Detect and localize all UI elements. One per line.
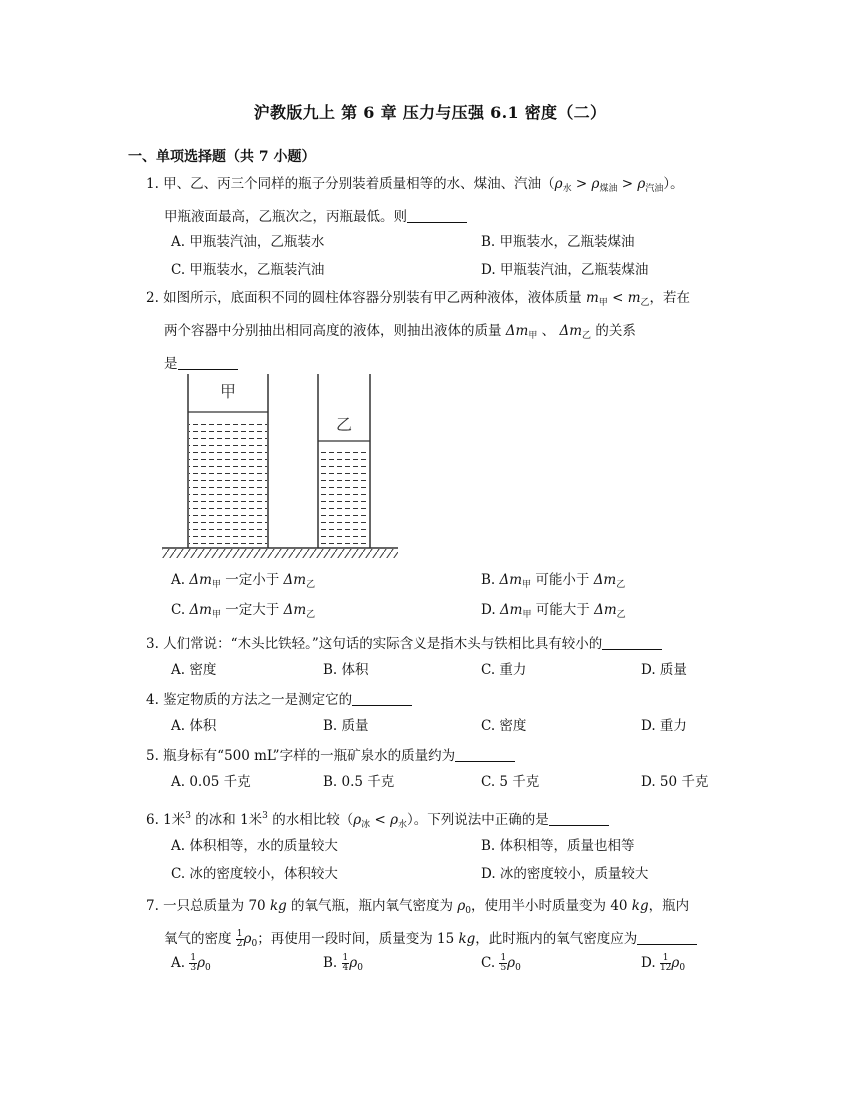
q7-option-b: B. $\frac{1}{4}$ $\rho_0$ [323,953,363,973]
answer-blank [178,355,238,370]
q6-option-a: A. 体积相等，水的质量较大 [171,838,338,854]
q6-option-d: D. 冰的密度较小，质量较大 [481,866,649,882]
q5-option-c: C. 5 千克 [481,774,540,790]
label-jia: 甲 [219,382,237,401]
answer-blank [602,635,662,650]
q3-option-b: B. 体积 [323,662,369,678]
answer-blank [549,811,609,826]
q1-option-a: A. 甲瓶装汽油，乙瓶装水 [171,234,325,250]
question-6: 6. 1米$^3$ 的冰和 1米$^3$ 的水相比较$(\rho_冰 < \rho_水)$。下列说法中正确的是 [146,802,736,839]
question-1-line-1: 1. 甲、乙、丙三个同样的瓶子分别装着质量相等的水、煤油、汽油$(\rho_水 > \rho_{煤油} > \rho_{汽油})$。 [146,176,684,194]
page-title: 沪教版九上 第 6 章 压力与压强 6.1 密度（二） [253,103,607,122]
ground-hatching [162,548,398,558]
q4-option-c: C. 密度 [481,718,527,734]
q6-option-c: C. 冰的密度较小，体积较大 [171,866,338,882]
q5-option-d: D. 50 千克 [641,774,709,790]
question-7: 7. 一只总质量为 70 kg 的氧气瓶，瓶内氧气密度为 $\rho_0$，使用半小时质量变为 40 kg，瓶内 氧气的密度 $\frac{1}{2}$ $\rho_0$；再使用一段时间，质量变为 15 kg，此时瓶内的氧气密度应为 [146,892,736,958]
question-1 [146,170,736,231]
question-2-line-1: 2. 如图所示，底面积不同的圆柱体容器分别装有甲乙两种液体，液体质量 $m_甲 < m_乙$，若在 [146,290,691,308]
q2-option-c: C. $\Delta m_甲$ 一定大于 $\Delta m_乙$ [171,602,316,620]
q2-option-a: A. $\Delta m_甲$ 一定小于 $\Delta m_乙$ [171,572,316,590]
q4-option-b: B. 质量 [323,718,369,734]
q3-option-d: D. 质量 [641,662,687,678]
container-yi [318,374,370,548]
question-2-line-2: 两个容器中分别抽出相同高度的液体，则抽出液体的质量 $\Delta m_甲$ 、 $\Delta m_乙$ 的关系 [164,323,636,341]
q1-option-d: D. 甲瓶装汽油，乙瓶装煤油 [481,262,649,278]
two-containers-figure [160,372,400,564]
q6-option-b: B. 体积相等，质量也相等 [481,838,635,854]
question-1-line-2: 甲瓶液面最高，乙瓶次之，丙瓶最低。则 [146,203,736,231]
q7-option-a: A. $\frac{1}{3}$ $\rho_0$ [171,953,211,973]
question-2-line-3: 是 [146,350,736,378]
q5-option-a: A. 0.05 千克 [171,774,251,790]
q1-option-c: C. 甲瓶装水，乙瓶装汽油 [171,262,325,278]
q3-option-a: A. 密度 [171,662,217,678]
q7-option-d: D. $\frac{1}{12}$ $\rho_0$ [641,953,686,973]
q3-option-c: C. 重力 [481,662,527,678]
label-yi: 乙 [335,415,353,434]
answer-blank [455,747,515,762]
question-2 [146,284,736,378]
answer-blank [407,208,467,223]
q7-option-c: C. $\frac{1}{5}$ $\rho_0$ [481,953,521,973]
question-3: 3. 人们常说：“木头比铁轻。”这句话的实际含义是指木头与铁相比具有较小的 [146,630,736,658]
q2-option-b: B. $\Delta m_甲$ 可能小于 $\Delta m_乙$ [481,572,626,590]
question-5: 5. 瓶身标有“500 mL”字样的一瓶矿泉水的质量约为 [146,742,736,770]
q4-option-d: D. 重力 [641,718,687,734]
q5-option-b: B. 0.5 千克 [323,774,395,790]
section-heading: 一、单项选择题（共 7 小题） [128,149,316,165]
answer-blank [637,930,697,945]
container-jia [188,374,268,548]
question-4: 4. 鉴定物质的方法之一是测定它的 [146,686,736,714]
q2-option-d: D. $\Delta m_甲$ 可能大于 $\Delta m_乙$ [481,602,626,620]
q1-option-b: B. 甲瓶装水，乙瓶装煤油 [481,234,635,250]
answer-blank [352,691,412,706]
q4-option-a: A. 体积 [171,718,217,734]
